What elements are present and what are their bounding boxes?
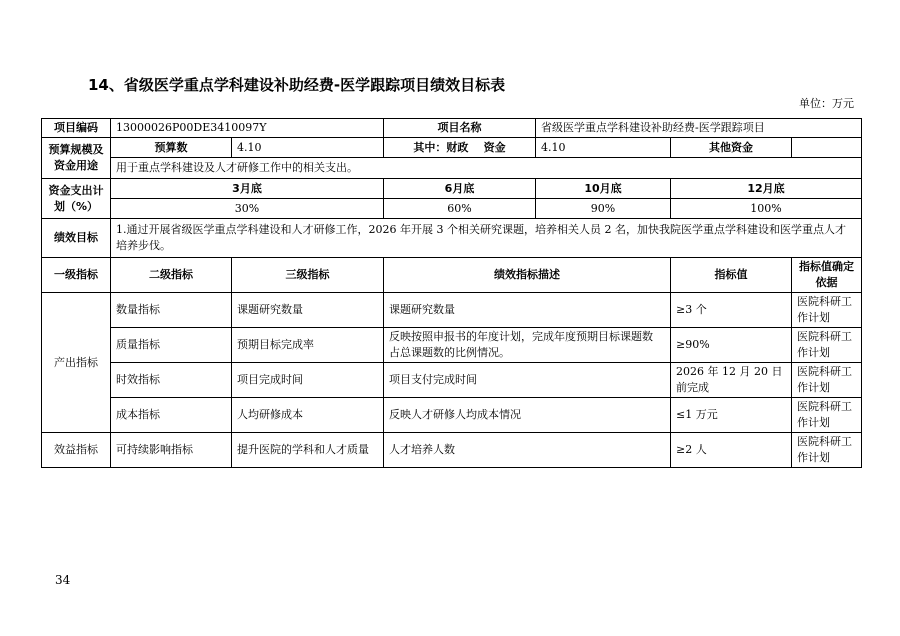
indicator-level3: 项目完成时间 [232, 363, 384, 398]
indicator-header-row [42, 258, 862, 293]
table-row [42, 363, 862, 398]
indicator-value: ≥90% [671, 328, 792, 363]
indicator-basis: 医院科研工作计划 [792, 398, 862, 433]
table-row [42, 433, 862, 468]
header-value: 指标值 [671, 258, 792, 293]
indicator-level2: 质量指标 [111, 328, 232, 363]
indicator-level2: 成本指标 [111, 398, 232, 433]
spending-plan-header-row [42, 179, 862, 199]
header-basis: 指标值确定依据 [792, 258, 862, 293]
header-level1: 一级指标 [42, 258, 111, 293]
budget-section-label: 预算规模及资金用途 [42, 138, 111, 179]
goal-row [42, 219, 862, 258]
indicator-basis: 医院科研工作计划 [792, 363, 862, 398]
page-number: 34 [55, 573, 71, 587]
budget-amount-value: 4.10 [232, 138, 384, 158]
table-row [42, 398, 862, 433]
indicator-description: 反映按照申报书的年度计划，完成年度预期目标课题数占总课题数的比例情况。 [384, 328, 671, 363]
indicator-level1: 产出指标 [42, 293, 111, 433]
indicator-level2: 数量指标 [111, 293, 232, 328]
performance-target-table [41, 118, 862, 468]
project-name-value: 省级医学重点学科建设补助经费-医学跟踪项目 [536, 119, 862, 138]
header-level3: 三级指标 [232, 258, 384, 293]
indicator-description: 项目支付完成时间 [384, 363, 671, 398]
table-row [42, 293, 862, 328]
indicator-level3: 人均研修成本 [232, 398, 384, 433]
spending-period-label: 6月底 [384, 179, 536, 199]
indicator-value: ≤1 万元 [671, 398, 792, 433]
unit-note: 单位：万元 [799, 97, 854, 110]
indicator-level3: 提升医院的学科和人才质量 [232, 433, 384, 468]
other-funds-value [792, 138, 862, 158]
budget-purpose-text: 用于重点学科建设及人才研修工作中的相关支出。 [111, 158, 862, 179]
indicator-level2: 时效指标 [111, 363, 232, 398]
indicator-basis: 医院科研工作计划 [792, 433, 862, 468]
spending-period-value: 90% [536, 199, 671, 219]
spending-period-label: 3月底 [111, 179, 384, 199]
table-row [42, 328, 862, 363]
budget-row [42, 138, 862, 158]
spending-period-value: 100% [671, 199, 862, 219]
project-code-value: 13000026P00DE3410097Y [111, 119, 384, 138]
indicator-description: 反映人才研修人均成本情况 [384, 398, 671, 433]
indicator-value: 2026 年 12 月 20 日前完成 [671, 363, 792, 398]
indicator-level2: 可持续影响指标 [111, 433, 232, 468]
page-title: 14、省级医学重点学科建设补助经费-医学跟踪项目绩效目标表 [88, 76, 506, 94]
budget-amount-label: 预算数 [111, 138, 232, 158]
project-name-label: 项目名称 [384, 119, 536, 138]
spending-period-value: 30% [111, 199, 384, 219]
spending-period-label: 12月底 [671, 179, 862, 199]
indicator-basis: 医院科研工作计划 [792, 293, 862, 328]
indicator-level1: 效益指标 [42, 433, 111, 468]
spending-plan-values-row [42, 199, 862, 219]
project-row [42, 119, 862, 138]
indicator-level3: 课题研究数量 [232, 293, 384, 328]
project-code-label: 项目编码 [42, 119, 111, 138]
header-description: 绩效指标描述 [384, 258, 671, 293]
spending-period-value: 60% [384, 199, 536, 219]
indicator-value: ≥3 个 [671, 293, 792, 328]
indicator-level3: 预期目标完成率 [232, 328, 384, 363]
goal-label: 绩效目标 [42, 219, 111, 258]
budget-purpose-row [42, 158, 862, 179]
indicator-description: 人才培养人数 [384, 433, 671, 468]
goal-text: 1.通过开展省级医学重点学科建设和人才研修工作，2026 年开展 3 个相关研究课题，培养相关人员 2 名，加快我院医学重点学科建设和医学重点人才培养步伐。 [111, 219, 862, 258]
spending-plan-label: 资金支出计划（%） [42, 179, 111, 219]
indicator-value: ≥2 人 [671, 433, 792, 468]
header-level2: 二级指标 [111, 258, 232, 293]
indicator-basis: 医院科研工作计划 [792, 328, 862, 363]
fiscal-funds-label: 其中：财政 资金 [384, 138, 536, 158]
spending-period-label: 10月底 [536, 179, 671, 199]
other-funds-label: 其他资金 [671, 138, 792, 158]
indicator-description: 课题研究数量 [384, 293, 671, 328]
fiscal-funds-value: 4.10 [536, 138, 671, 158]
